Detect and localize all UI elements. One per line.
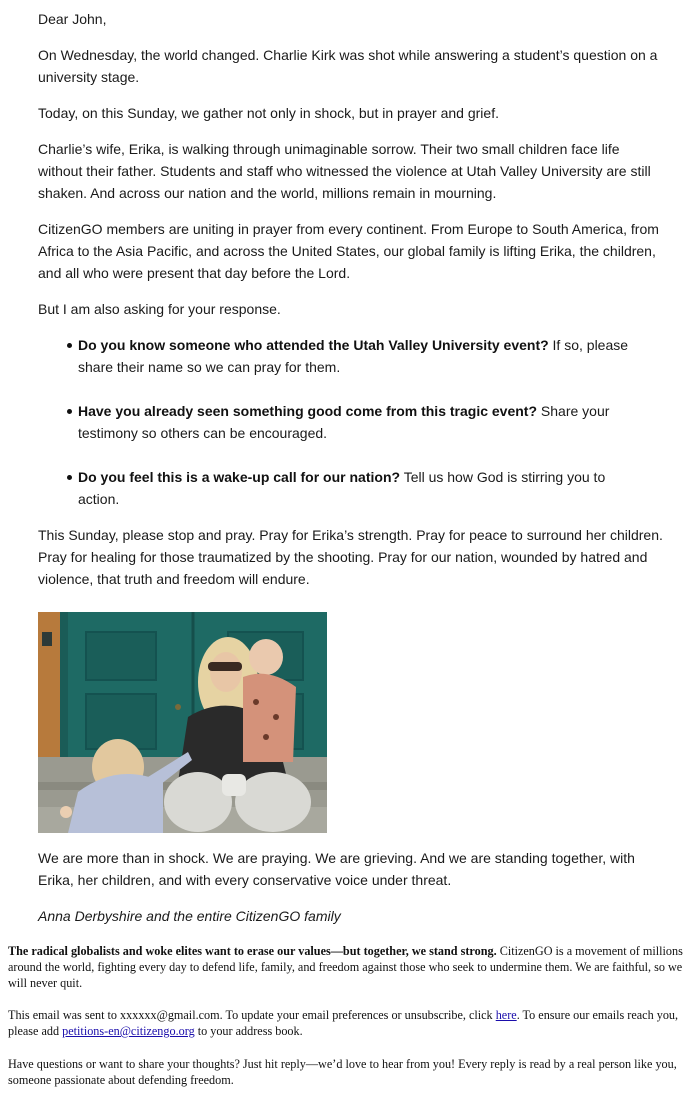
footer-sent-prefix: This email was sent to xxxxxx@gmail.com. To update your email preferences or unsubscribe, click (8, 1008, 496, 1022)
ask-bold: Have you already seen something good come from this tragic event? (78, 403, 538, 419)
paragraph-event: On Wednesday, the world changed. Charlie Kirk was shot while answering a student’s question on a university stage. (38, 47, 658, 85)
signature: Anna Derbyshire and the entire CitizenGO family (38, 908, 341, 924)
paragraph-closing: We are more than in shock. We are praying. We are grieving. And we are standing together, with Erika, her children, and with every conservative voice under threat. (38, 850, 635, 888)
paragraph-prayer: This Sunday, please stop and pray. Pray for Erika’s strength. Pray for peace to surround her children. Pray for healing for those traumatized by the shooting. Pray for our nation, wounded by hatred and violence, that truth and freedom will endure. (38, 527, 663, 587)
footer-sent-suffix: to your address book. (194, 1024, 303, 1038)
address-book-email-link[interactable]: petitions-en@citizengo.org (62, 1024, 195, 1038)
footer-sent-info (8, 1007, 692, 1039)
paragraph-response: But I am also asking for your response. (38, 301, 281, 317)
family-photo-illustration (38, 612, 327, 833)
ask-bold: Do you know someone who attended the Utah Valley University event? (78, 337, 549, 353)
ask-list (38, 334, 638, 532)
footer-sent-middle: . To ensure our emails reach you, please add (8, 1008, 679, 1038)
greeting: Dear John, (38, 11, 107, 27)
paragraph-gather: Today, on this Sunday, we gather not only in shock, but in prayer and grief. (38, 105, 499, 121)
paragraph-members: CitizenGO members are uniting in prayer from every continent. From Europe to South America, from Africa to the Asia Pacific, and across the United States, our global family is lifting Erika, the children, and all who were present that day before the Lord. (38, 221, 659, 281)
footer-mission-text: CitizenGO is a movement of millions around the world, fighting every day to defend life, family, and freedom against those who seek to undermine them. We are faithful, so we will never quit. (8, 944, 683, 990)
ask-bold: Do you feel this is a wake-up call for our nation? (78, 469, 401, 485)
ask-item (38, 400, 638, 444)
family-photo (38, 612, 327, 833)
ask-item (38, 334, 638, 378)
footer-reply-note: Have questions or want to share your thoughts? Just hit reply—we’d love to hear from you! Every reply is read by a real person like you, someone passionate about defending freedom. (8, 1057, 677, 1087)
ask-item (38, 466, 638, 510)
footer-mission (8, 943, 692, 991)
footer-mission-bold: The radical globalists and woke elites want to erase our values—but together, we stand strong. (8, 944, 497, 958)
ask-text: Share your testimony so others can be encouraged. (78, 403, 610, 441)
unsubscribe-link[interactable]: here (495, 1008, 517, 1022)
ask-text: Tell us how God is stirring you to action. (78, 469, 606, 507)
ask-text: If so, please share their name so we can pray for them. (78, 337, 629, 375)
paragraph-erika: Charlie’s wife, Erika, is walking through unimaginable sorrow. Their two small children face life without their father. Students and staff who witnessed the violence at Utah Valley University are still shaken. And across our nation and the world, millions remain in mourning. (38, 141, 651, 201)
